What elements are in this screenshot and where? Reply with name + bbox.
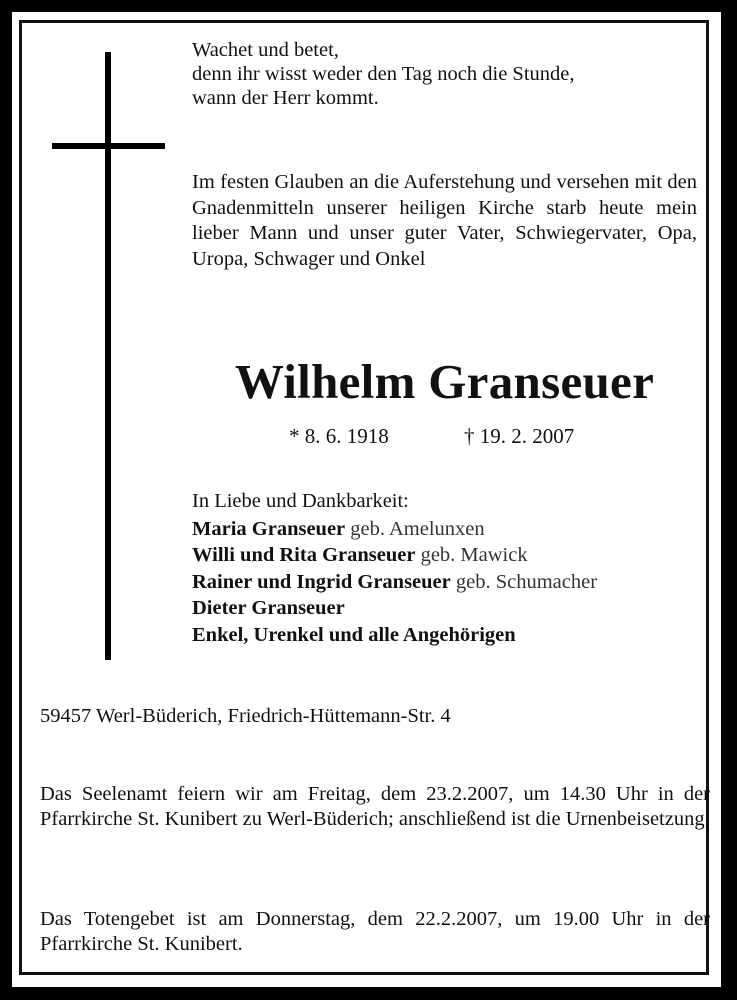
obituary-notice (12, 12, 721, 987)
birth-date: * 8. 6. 1918 (289, 424, 389, 448)
mourner-line (192, 622, 697, 649)
mourners-block (192, 488, 697, 648)
mourner-line (192, 542, 697, 569)
mourner-line (192, 595, 697, 622)
bible-verse (192, 38, 697, 110)
prayer-info: Das Totengebet ist am Donnerstag, dem 22.2.2007, um 19.00 Uhr in der Pfarrkirche St. Kunibert. (40, 908, 710, 955)
verse-line: wann der Herr kommt. (192, 87, 379, 109)
death-date: † 19. 2. 2007 (464, 424, 575, 448)
mourner-line (192, 569, 697, 596)
address: 59457 Werl-Büderich, Friedrich-Hüttemann-Str. 4 (40, 705, 451, 727)
mourner-name: Dieter Granseuer (192, 597, 345, 619)
verse-line: denn ihr wisst weder den Tag noch die Stunde, (192, 63, 575, 85)
mourner-name: Rainer und Ingrid Granseuer (192, 570, 451, 593)
mourner-line (192, 516, 697, 543)
mourner-name: Willi und Rita Granseuer (192, 544, 416, 566)
intro-text: Im festen Glauben an die Auferstehung und versehen mit den Gnadenmitteln unserer heiligen Kirche starb heute mein lieber Mann und unser guter Vater, Schwiegervater, Opa, Uropa, Schwager und Onkel (192, 171, 697, 270)
maiden-name: geb. Mawick (420, 544, 528, 566)
deceased-name: Wilhelm Granseuer (234, 354, 655, 409)
maiden-name: geb. Amelunxen (350, 517, 485, 540)
mourner-name: Maria Granseuer (192, 517, 346, 540)
mourner-name: Enkel, Urenkel und alle Angehörigen (192, 623, 516, 646)
mourners-intro: In Liebe und Dankbarkeit: (192, 490, 409, 512)
requiem-info: Das Seelenamt feiern wir am Freitag, dem 23.2.2007, um 14.30 Uhr in der Pfarrkirche St. Kunibert zu Werl-Büderich; anschließend ist die Urnenbeisetzung. (40, 783, 710, 830)
cross-icon-bar (52, 143, 165, 149)
maiden-name: geb. Schumacher (455, 570, 598, 593)
verse-line: Wachet und betet, (192, 39, 339, 61)
